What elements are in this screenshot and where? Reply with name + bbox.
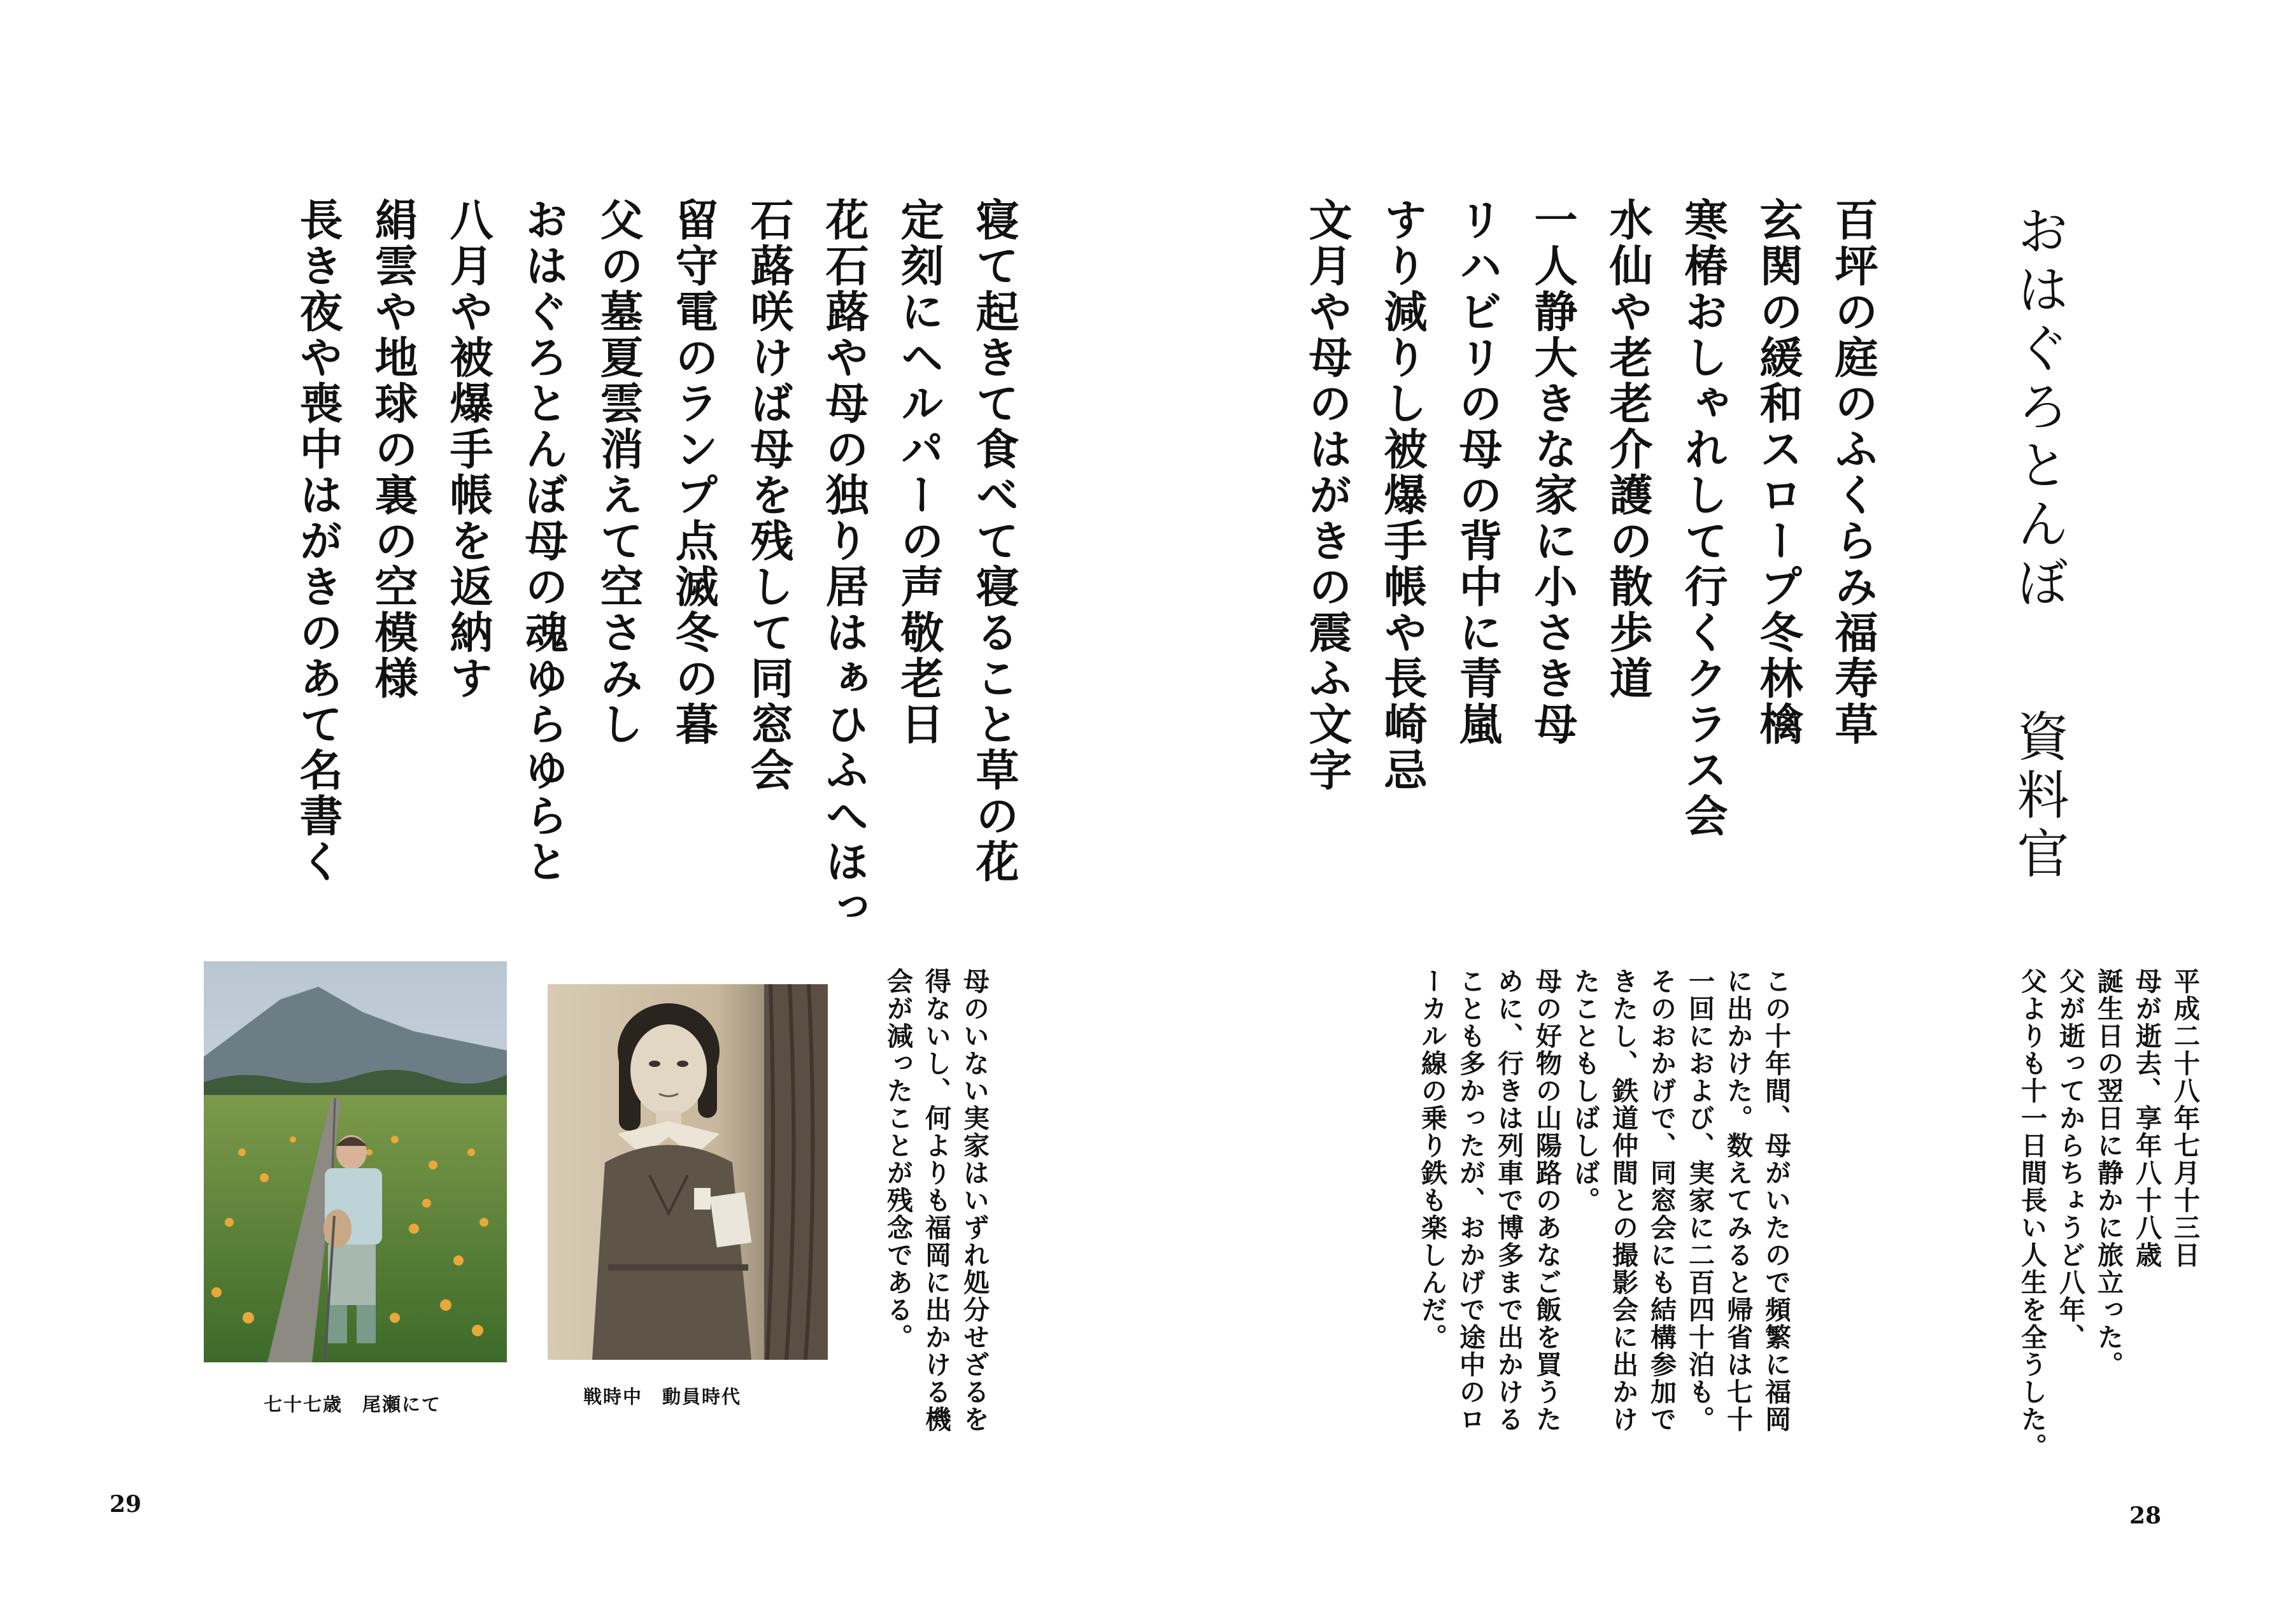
haiku-line: 文月や母のはがきの震ふ文字	[1302, 197, 1352, 793]
prose-line: 平成二十八年七月十三日	[2169, 968, 2200, 1269]
haiku-line: 留守電のランプ点滅冬の暮	[668, 197, 719, 747]
prose-line: ーカル線の乗り鉄も楽しんだ。	[1417, 968, 1447, 1351]
haiku-line: 百坪の庭のふくらみ福寿草	[1828, 197, 1878, 747]
caption-oze: 七十七歳 尾瀬にて	[264, 1394, 442, 1415]
haiku-block-right	[1289, 197, 1891, 839]
prose-line: 誕生日の翌日に静かに旅立った。	[2093, 968, 2124, 1378]
prose-line: 一回におよび、実家に二百四十泊も。	[1684, 968, 1715, 1433]
haiku-line: 水仙や老老介護の散歩道	[1602, 197, 1653, 702]
prose-line: ことも多かったが、おかげで途中のロ	[1455, 968, 1486, 1433]
page-number-left: 29	[110, 1491, 142, 1518]
prose-memories	[1413, 968, 1795, 1541]
author-name: 資料官	[2008, 709, 2069, 885]
haiku-line: すり減りし被爆手帳や長崎忌	[1377, 197, 1428, 793]
prose-line: そのおかげで、同窓会にも結構参加で	[1646, 968, 1677, 1433]
haiku-line: 父の墓夏雲消えて空さみし	[593, 197, 644, 747]
prose-line: 母の好物の山陽路のあなご飯を買うた	[1531, 968, 1562, 1433]
prose-line: 母が逝去、享年八十八歳	[2131, 968, 2162, 1269]
prose-closing	[879, 968, 993, 1541]
page-number-right: 28	[2129, 1502, 2162, 1529]
prose-line: に出かけた。数えてみると帰省は七十	[1722, 968, 1753, 1433]
haiku-line: 一人静大きな家に小さき母	[1527, 197, 1578, 747]
haiku-line: 玄関の緩和スロープ冬林檎	[1752, 197, 1803, 747]
prose-line: きたし、鉄道仲間との撮影会に出かけ	[1608, 968, 1638, 1433]
oze-marsh-photo	[204, 961, 507, 1362]
haiku-line: 八月や被爆手帳を返納す	[443, 197, 493, 702]
prose-line: この十年間、母がいたので頻繁に福岡	[1761, 968, 1791, 1433]
prose-line: 母のいない実家はいずれ処分せざるを	[959, 968, 990, 1433]
haiku-line: 長き夜や喪中はがきのあて名書く	[292, 197, 343, 885]
haiku-line: リハビリの母の背中に青嵐	[1452, 197, 1503, 747]
caption-wartime: 戦時中 動員時代	[583, 1386, 742, 1408]
prose-line: 会が減ったことが残念である。	[883, 968, 913, 1351]
haiku-block-left	[280, 197, 1032, 931]
haiku-line: おはぐろとんぼ母の魂ゆらゆらと	[518, 197, 569, 885]
portrait-image	[548, 984, 828, 1360]
wartime-portrait-photo	[548, 984, 828, 1360]
prose-line: 得ないし、何よりも福岡に出かける機	[921, 968, 951, 1433]
haiku-line: 花石蕗や母の独り居はぁひふへほっ	[818, 197, 869, 931]
haiku-line: 絹雲や地球の裏の空模様	[367, 197, 418, 702]
haiku-line: 寒椿おしゃれして行くクラス会	[1677, 197, 1728, 839]
prose-intro	[2013, 968, 2204, 1541]
prose-line: めに、行きは列車で博多まで出かける	[1493, 968, 1524, 1433]
oze-image	[204, 961, 507, 1362]
poem-title	[2008, 204, 2069, 885]
haiku-line: 石蕗咲けば母を残して同窓会	[743, 197, 794, 793]
prose-line: たこともしばしば。	[1570, 968, 1600, 1214]
title-text: おはぐろとんぼ	[2008, 204, 2069, 614]
prose-line: 父が逝ってからちょうど八年、	[2055, 968, 2085, 1351]
prose-line: 父よりも十一日間長い人生を全うした。	[2017, 968, 2047, 1460]
haiku-line: 定刻にヘルパーの声敬老日	[893, 197, 944, 747]
haiku-line: 寝て起きて食べて寝ること草の花	[969, 197, 1019, 885]
